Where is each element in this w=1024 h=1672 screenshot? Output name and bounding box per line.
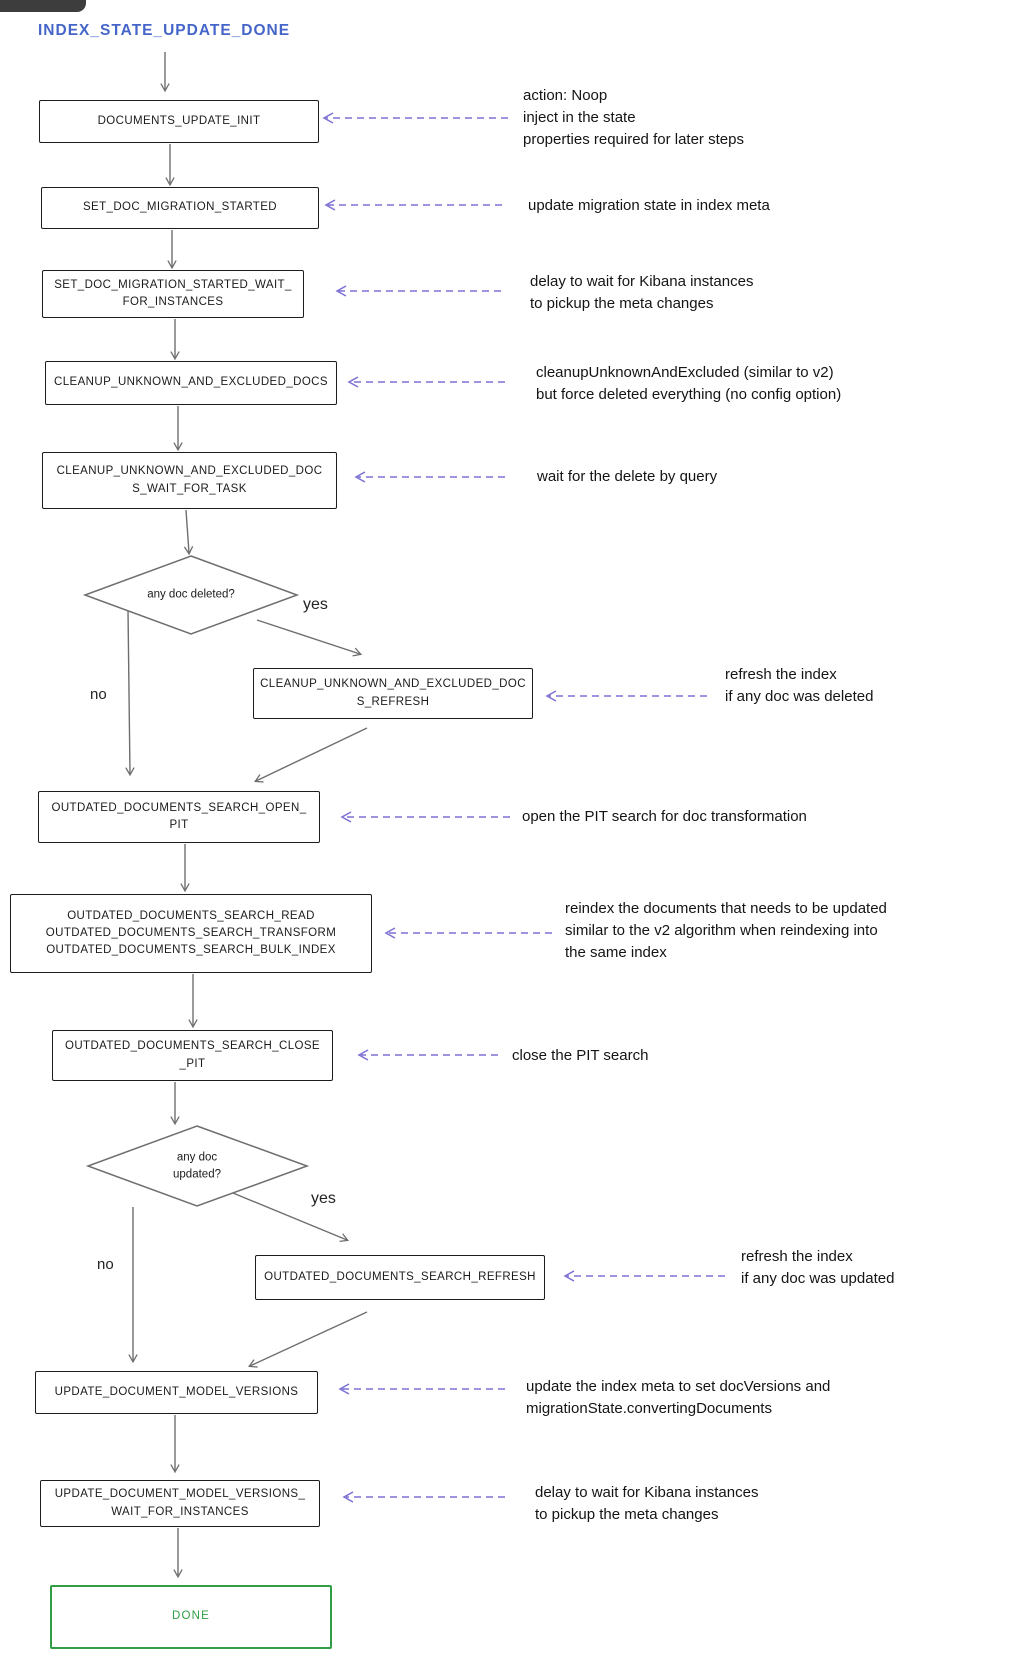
node-documents-update-init xyxy=(39,100,319,143)
annotation-documents-update-init xyxy=(523,85,744,151)
annotation-update-model-versions xyxy=(526,1376,830,1420)
annotation-line: delay to wait for Kibana instances xyxy=(530,273,754,290)
node-label: DOCUMENTS_UPDATE_INIT xyxy=(97,114,261,127)
node-label: OUTDATED_DOCUMENTS_SEARCH_READ xyxy=(67,909,315,922)
node-label: CLEANUP_UNKNOWN_AND_EXCLUDED_DOC xyxy=(260,678,526,691)
node-label: S_WAIT_FOR_TASK xyxy=(132,482,247,495)
node-label: OUTDATED_DOCUMENTS_SEARCH_OPEN_ xyxy=(51,801,307,814)
node-label: OUTDATED_DOCUMENTS_SEARCH_TRANSFORM xyxy=(45,926,337,939)
node-cleanup-unknown-and-excluded-docs-refresh xyxy=(253,668,533,719)
annotation-line: delay to wait for Kibana instances xyxy=(535,1484,759,1501)
node-set-doc-migration-started-wait-for-instances xyxy=(42,270,304,318)
annotation-line: reindex the documents that needs to be updated xyxy=(565,900,887,917)
decision-label: any doc deleted? xyxy=(147,588,235,601)
corner-artifact xyxy=(0,0,86,12)
annotation-line: refresh the index xyxy=(741,1248,853,1265)
node-label: CLEANUP_UNKNOWN_AND_EXCLUDED_DOCS xyxy=(54,376,328,389)
node-label: _PIT xyxy=(179,1057,206,1070)
node-update-document-model-versions-wait-for-instances xyxy=(40,1480,320,1527)
annotation-line: the same index xyxy=(565,944,667,961)
node-label: OUTDATED_DOCUMENTS_SEARCH_REFRESH xyxy=(264,1270,536,1283)
node-set-doc-migration-started xyxy=(41,187,319,229)
node-outdated-documents-search-read-transform-bulk-index xyxy=(10,894,372,973)
node-label: OUTDATED_DOCUMENTS_SEARCH_CLOSE xyxy=(64,1040,320,1053)
annotation-open-pit xyxy=(522,806,807,828)
annotation-line: inject in the state xyxy=(523,109,636,126)
annotation-line: if any doc was deleted xyxy=(725,688,874,705)
annotation-refresh-deleted xyxy=(725,664,873,708)
annotation-line: update migration state in index meta xyxy=(528,197,770,214)
annotation-line: action: Noop xyxy=(523,87,608,104)
edge-label-deleted-yes: yes xyxy=(303,596,328,613)
node-label: DONE xyxy=(171,1610,211,1623)
annotation-wait-for-task xyxy=(537,466,717,488)
node-cleanup-unknown-and-excluded-docs-wait-for-task xyxy=(42,452,337,509)
annotation-line: to pickup the meta changes xyxy=(530,295,714,312)
annotation-line: but force deleted everything (no config option) xyxy=(536,386,842,403)
node-label: PIT xyxy=(169,819,189,831)
node-label: UPDATE_DOCUMENT_MODEL_VERSIONS_ xyxy=(54,1488,306,1501)
node-label: OUTDATED_DOCUMENTS_SEARCH_BULK_INDEX xyxy=(46,944,336,957)
node-outdated-documents-search-refresh xyxy=(255,1255,545,1300)
page-title: INDEX_STATE_UPDATE_DONE xyxy=(38,22,291,39)
annotation-line: if any doc was updated xyxy=(741,1270,895,1287)
node-done xyxy=(50,1585,332,1649)
node-cleanup-unknown-and-excluded-docs xyxy=(45,361,337,405)
decision-any-doc-updated xyxy=(173,1149,221,1182)
annotation-line: update the index meta to set docVersions and xyxy=(526,1378,831,1395)
node-label: SET_DOC_MIGRATION_STARTED_WAIT_ xyxy=(54,278,292,291)
annotation-line: migrationState.convertingDocuments xyxy=(526,1400,772,1417)
annotation-line: refresh the index xyxy=(725,666,837,683)
edge-label-updated-no: no xyxy=(97,1256,114,1273)
annotation-cleanup-docs xyxy=(536,362,841,406)
node-label: SET_DOC_MIGRATION_STARTED xyxy=(82,201,278,214)
annotation-line: close the PIT search xyxy=(512,1047,649,1064)
decision-label: any doc xyxy=(176,1151,218,1164)
node-label: UPDATE_DOCUMENT_MODEL_VERSIONS xyxy=(54,1385,299,1398)
decision-any-doc-deleted xyxy=(147,587,235,604)
annotation-line: open the PIT search for doc transformation xyxy=(522,808,807,825)
annotation-line: wait for the delete by query xyxy=(537,468,718,485)
node-outdated-documents-search-open-pit xyxy=(38,791,320,843)
edge-label-deleted-no: no xyxy=(90,686,107,703)
annotation-delay-wait-instances xyxy=(535,1482,758,1526)
node-label: WAIT_FOR_INSTANCES xyxy=(111,1505,249,1518)
annotation-close-pit xyxy=(512,1045,648,1067)
edge-label-updated-yes: yes xyxy=(311,1190,336,1207)
node-label: CLEANUP_UNKNOWN_AND_EXCLUDED_DOC xyxy=(56,465,323,478)
annotation-line: cleanupUnknownAndExcluded (similar to v2) xyxy=(536,364,834,381)
annotation-line: properties required for later steps xyxy=(523,131,744,148)
annotation-line: similar to the v2 algorithm when reindexing into xyxy=(565,922,878,939)
node-outdated-documents-search-close-pit xyxy=(52,1030,333,1081)
annotation-line: to pickup the meta changes xyxy=(535,1506,719,1523)
annotation-refresh-updated xyxy=(741,1246,894,1290)
node-label: FOR_INSTANCES xyxy=(122,296,224,308)
annotation-reindex xyxy=(565,898,887,964)
node-update-document-model-versions xyxy=(35,1371,318,1414)
node-label: S_REFRESH xyxy=(356,695,430,708)
decision-label: updated? xyxy=(173,1168,221,1180)
annotation-wait-for-instances xyxy=(530,271,753,315)
annotation-set-doc-migration-started xyxy=(528,195,770,217)
